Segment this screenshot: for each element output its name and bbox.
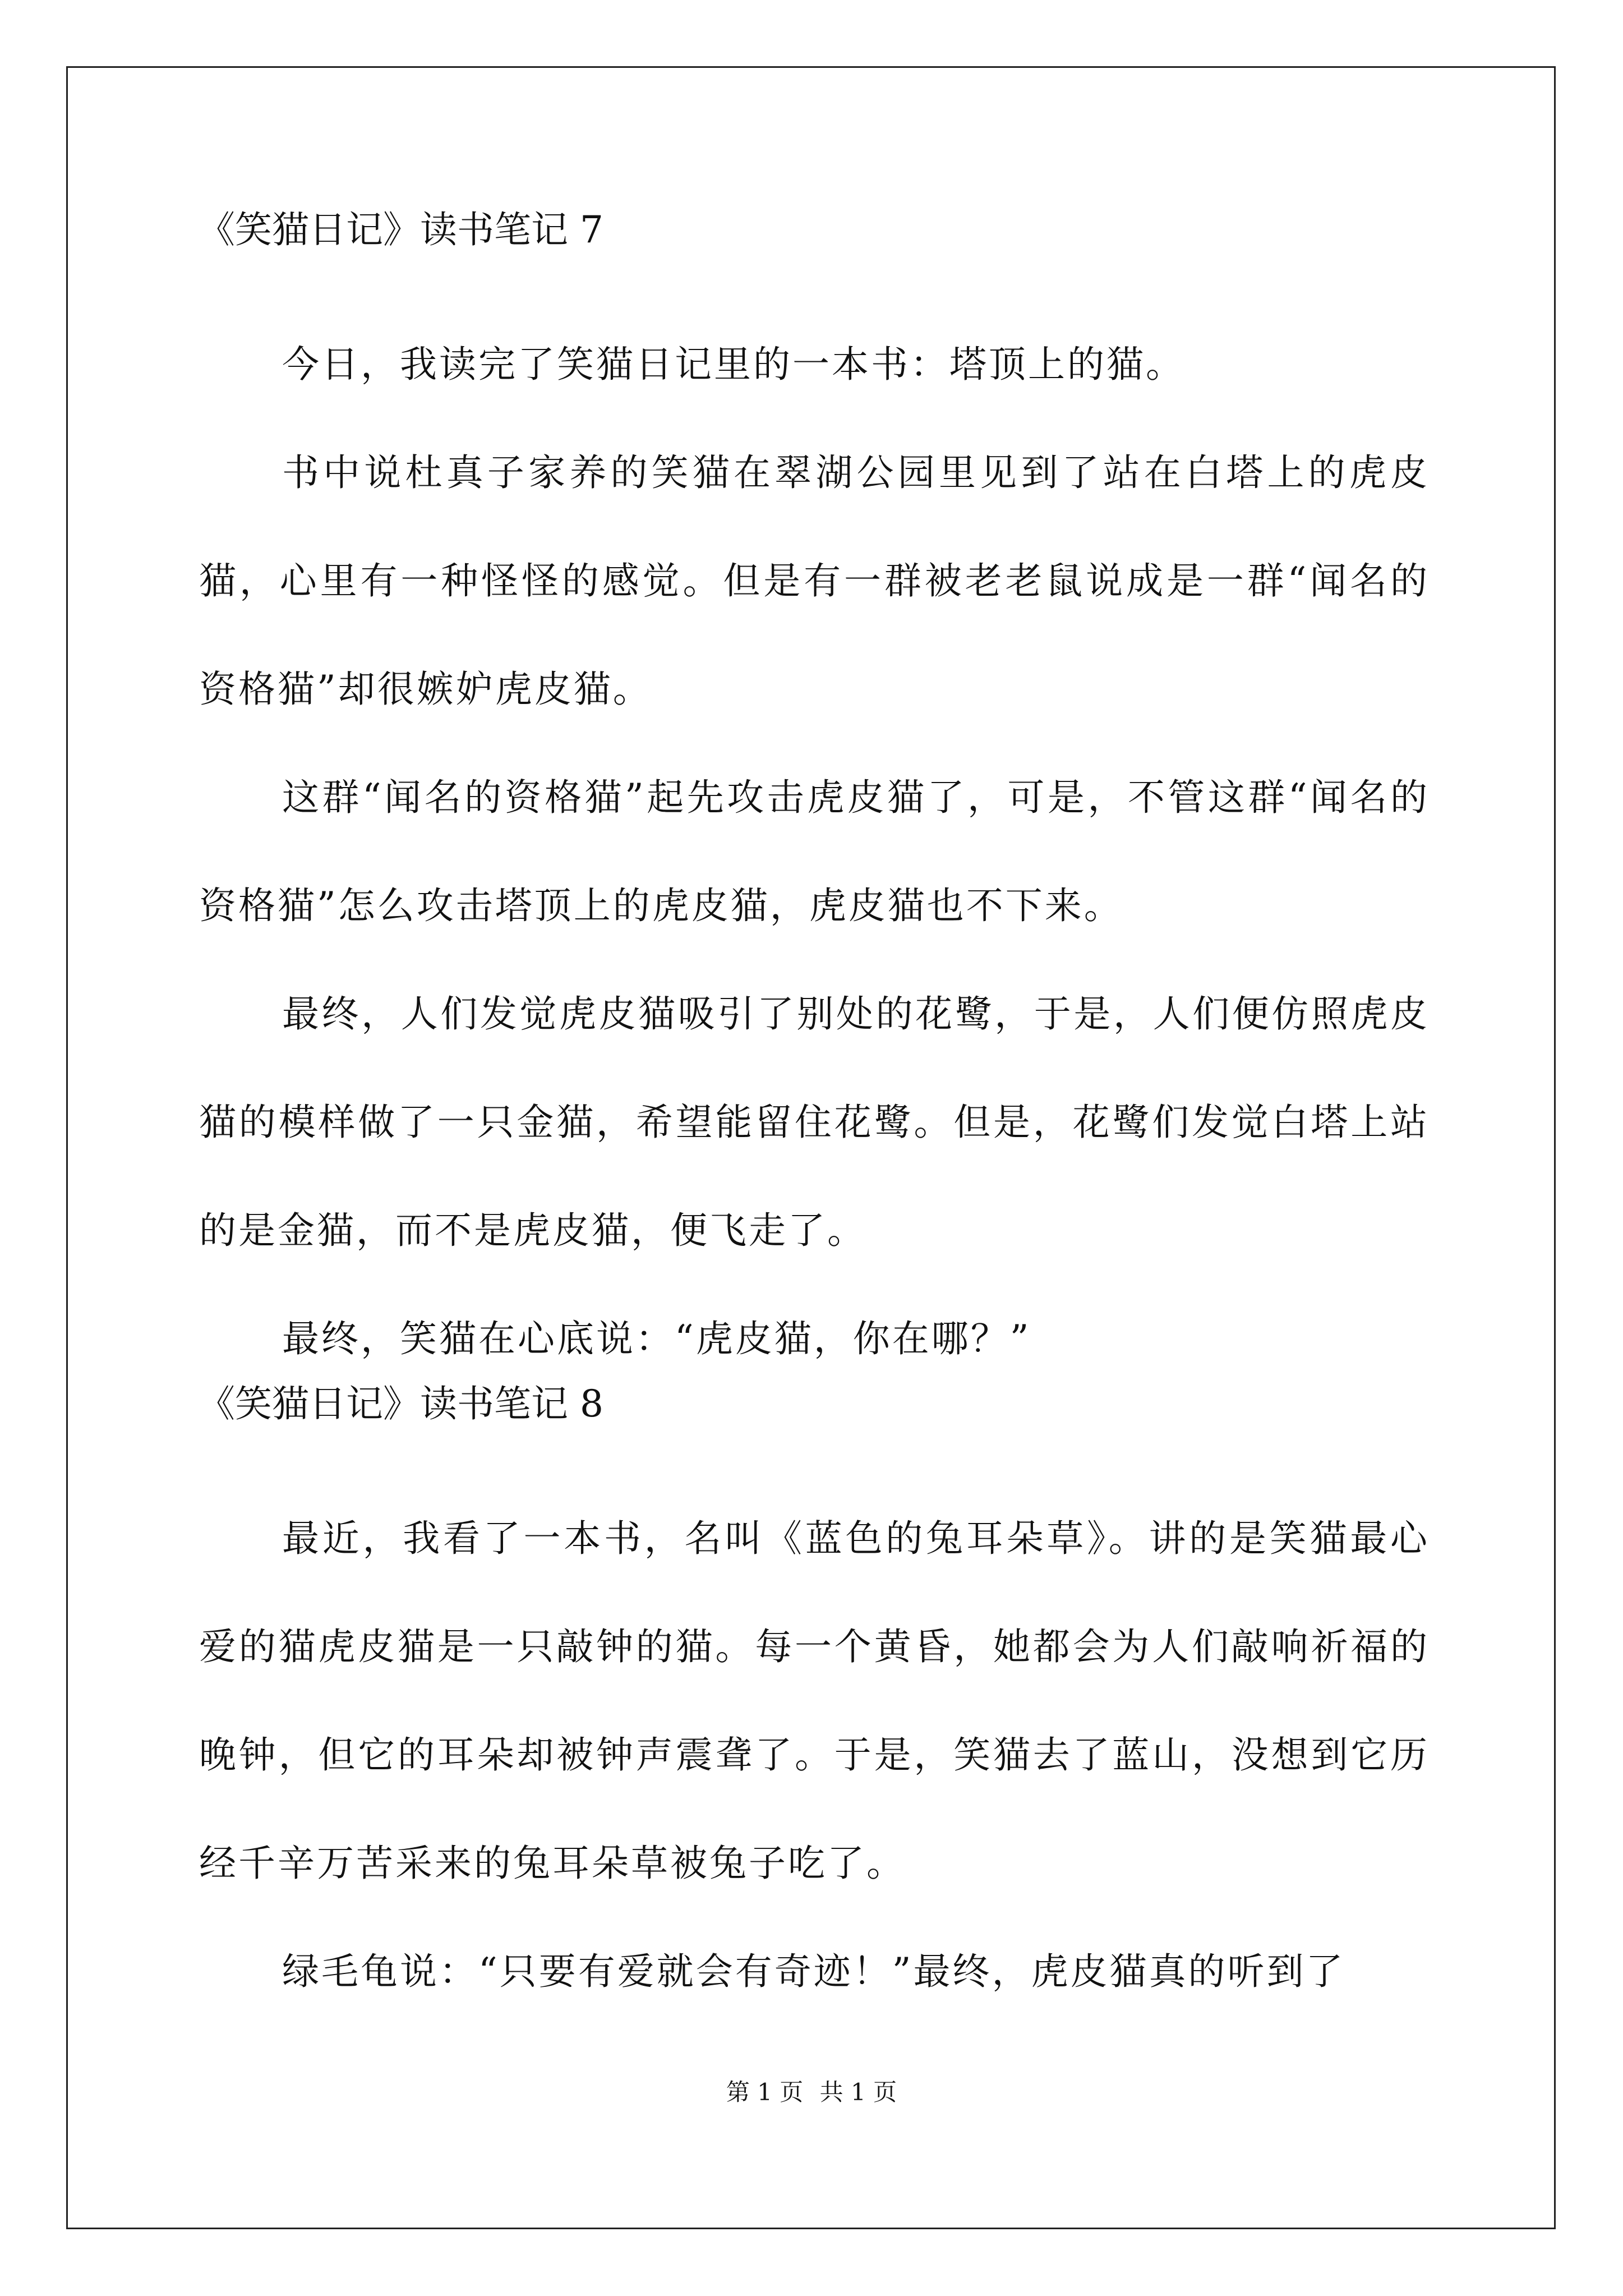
section-notes-7 <box>199 202 1430 1393</box>
paragraph: 这群“闻名的资格猫”起先攻击虎皮猫了，可是，不管这群“闻名的资格猫”怎么攻击塔顶上的虎皮猫，虎皮猫也不下来。 <box>199 776 1430 927</box>
paragraph: 最近，我看了一本书，名叫《蓝色的兔耳朵草》。讲的是笑猫最心爱的猫虎皮猫是一只敲钟的猫。每一个黄昏，她都会为人们敲响祈福的晚钟，但它的耳朵却被钟声震聋了。于是，笑猫去了蓝山，没想到它历经千辛万苦采来的兔耳朵草被兔子吃了。 <box>199 1517 1430 1885</box>
section-notes-8 <box>199 1376 1430 2026</box>
page-total: 共 1 页 <box>819 2078 897 2106</box>
section-title: 《笑猫日记》读书笔记 8 <box>198 1382 603 1425</box>
paragraph: 今日，我读完了笑猫日记里的一本书：塔顶上的猫。 <box>282 343 1185 386</box>
document-body <box>199 202 1430 2026</box>
paragraph: 绿毛龟说：“只要有爱就会有奇迹！”最终，虎皮猫真的听到了 <box>282 1950 1345 1993</box>
section-title: 《笑猫日记》读书笔记 7 <box>198 208 603 251</box>
paragraph: 书中说杜真子家养的笑猫在翠湖公园里见到了站在白塔上的虎皮猫，心里有一种怪怪的感觉。但是有一群被老老鼠说成是一群“闻名的资格猫”却很嫉妒虎皮猫。 <box>199 451 1430 711</box>
page-footer <box>0 2076 1623 2109</box>
paragraph: 最终，人们发觉虎皮猫吸引了别处的花鹭，于是，人们便仿照虎皮猫的模样做了一只金猫，希望能留住花鹭。但是，花鹭们发觉白塔上站的是金猫，而不是虎皮猫，便飞走了。 <box>199 992 1430 1252</box>
page-number: 第 1 页 <box>726 2078 804 2106</box>
paragraph: 最终，笑猫在心底说：“虎皮猫，你在哪？” <box>282 1317 1031 1360</box>
